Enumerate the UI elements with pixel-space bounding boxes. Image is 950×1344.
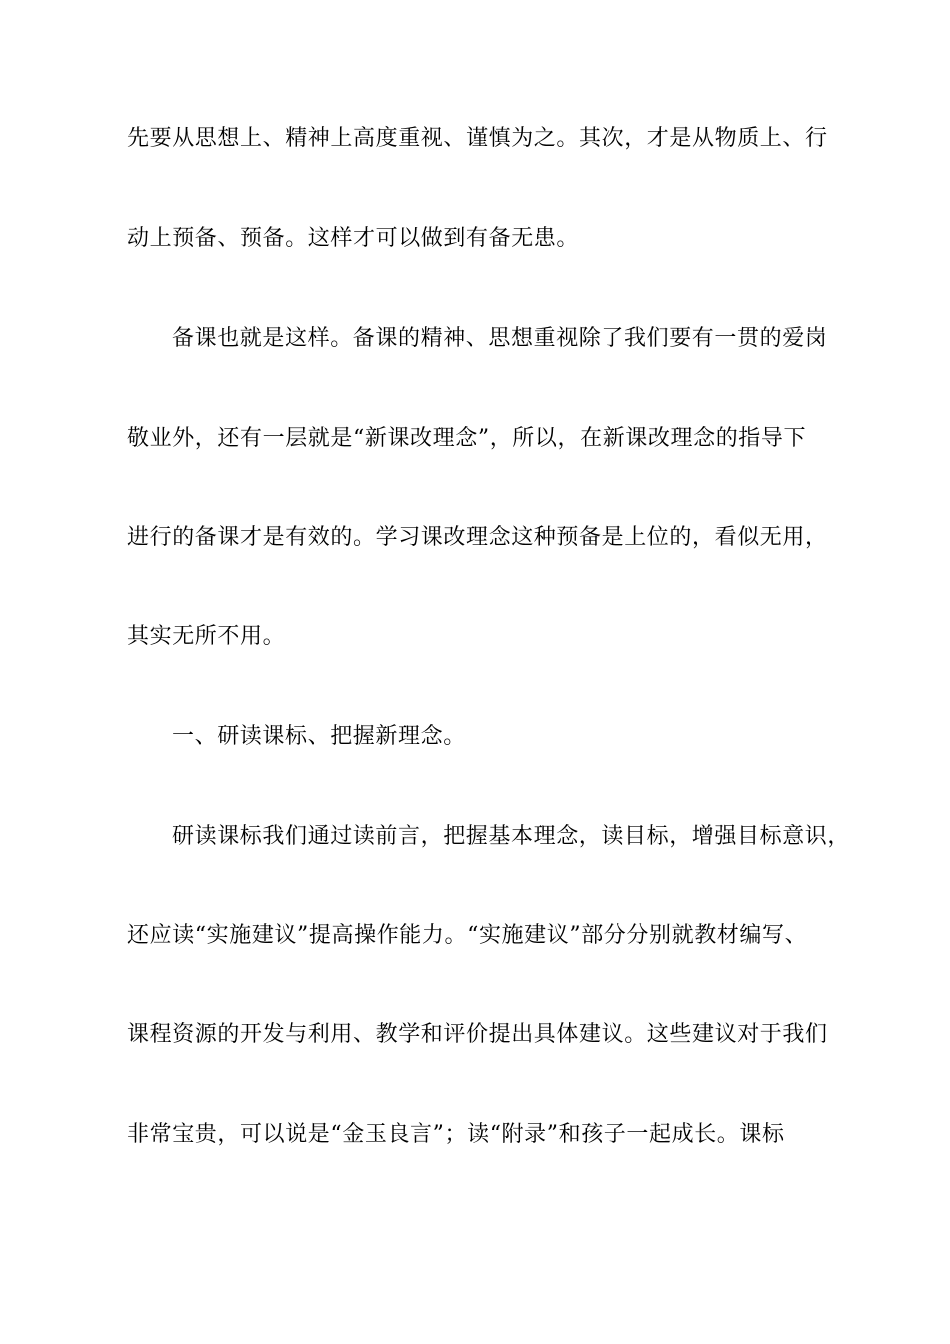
paragraph-line-3: 备课也就是这样。备课的精神、思想重视除了我们要有一贯的爱岗 [172, 326, 828, 351]
paragraph-line-11: 非常宝贵，可以说是“金玉良言”；读“附录”和孩子一起成长。课标 [127, 1122, 785, 1147]
paragraph-line-10: 课程资源的开发与利用、教学和评价提出具体建议。这些建议对于我们 [127, 1022, 828, 1047]
paragraph-line-5: 进行的备课才是有效的。学习课改理念这种预备是上位的，看似无用， [127, 525, 828, 550]
paragraph-line-2: 动上预备、预备。这样才可以做到有备无患。 [127, 226, 580, 251]
paragraph-line-9: 还应读“实施建议”提高操作能力。“实施建议”部分分别就教材编写、 [127, 923, 808, 948]
paragraph-line-1: 先要从思想上、精神上高度重视、谨慎为之。其次，才是从物质上、行 [127, 126, 828, 151]
paragraph-line-8: 研读课标我们通过读前言，把握基本理念，读目标，增强目标意识， [172, 824, 851, 849]
paragraph-line-6: 其实无所不用。 [127, 624, 286, 649]
paragraph-line-4: 敬业外，还有一层就是“新课改理念”，所以，在新课改理念的指导下 [127, 426, 807, 451]
section-heading: 一、研读课标、把握新理念。 [172, 724, 466, 749]
